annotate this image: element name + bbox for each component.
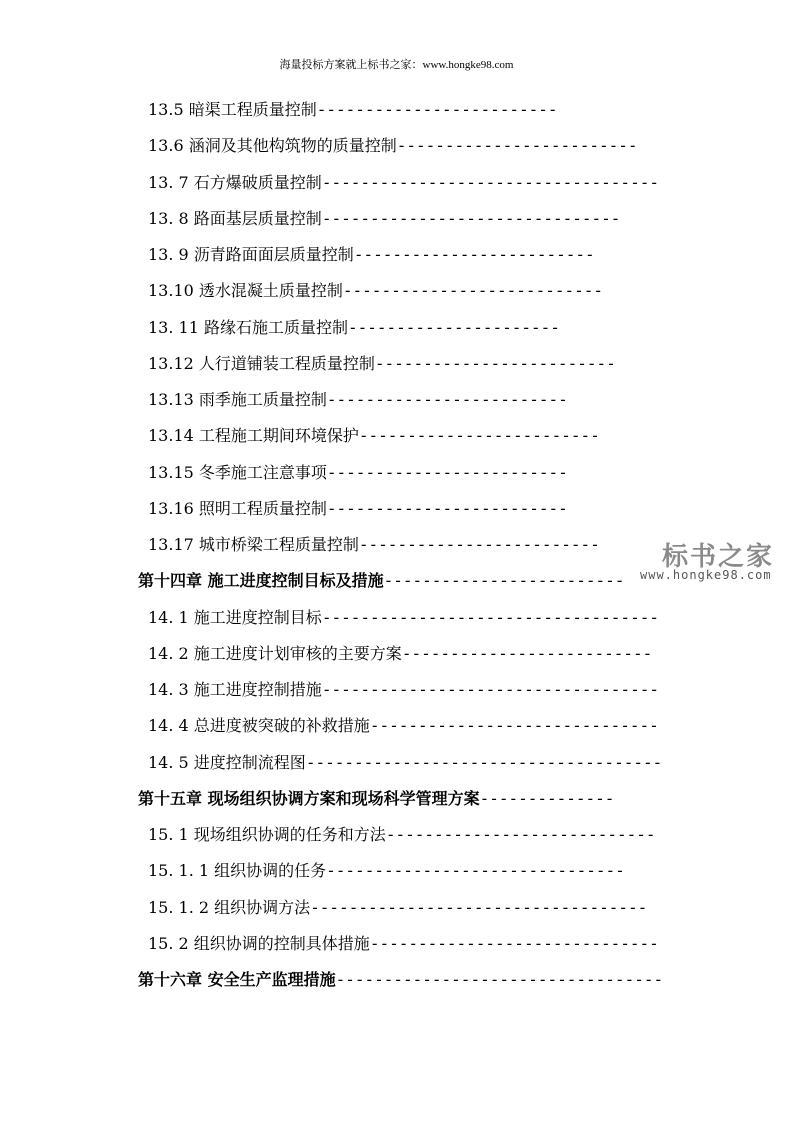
toc-entry-title: 13.5 暗渠工程质量控制 xyxy=(148,100,317,119)
toc-leader-dashes: --------------------------- xyxy=(342,281,603,301)
toc-entry-title: 13.6 涵洞及其他构筑物的质量控制 xyxy=(148,136,397,156)
page-header: 海量投标方案就上标书之家：www.hongke98.com xyxy=(279,59,514,71)
toc-leader-dashes: -------------- xyxy=(479,788,615,808)
toc-entry-title: 15. 1. 2 组织协调方法 xyxy=(148,897,311,917)
toc-entry xyxy=(148,825,656,845)
toc-entry-title: 15. 1. 1 组织协调的任务 xyxy=(148,861,327,881)
toc-entry xyxy=(148,753,662,773)
toc-leader-dashes: ------------------------------ xyxy=(369,716,659,736)
toc-chapter-entry xyxy=(138,789,614,809)
toc-entry-title: 14. 2 施工进度计划审核的主要方案 xyxy=(148,643,402,663)
toc-entry xyxy=(148,644,652,664)
toc-entry xyxy=(148,426,600,446)
toc-entry-title: 13. 9 沥青路面面层质量控制 xyxy=(148,245,354,264)
toc-entry xyxy=(148,390,568,410)
toc-leader-dashes: ------------------------- xyxy=(353,245,595,264)
toc-entry xyxy=(148,716,659,736)
toc-leader-dashes: ------------------------------- xyxy=(326,861,625,881)
toc-entry-title: 13.12 人行道铺装工程质量控制 xyxy=(148,353,375,373)
toc-entry xyxy=(148,898,647,918)
toc-leader-dashes: ------------------------------------- xyxy=(305,752,663,772)
toc-leader-dashes: ------------------------------ xyxy=(369,933,659,953)
toc-entry xyxy=(148,861,625,881)
toc-entry-title: 14. 5 进度控制流程图 xyxy=(148,752,306,772)
toc-entry-title: 第十四章 施工进度控制目标及措施 xyxy=(138,571,384,591)
toc-leader-dashes: ----------------------------------- xyxy=(321,680,659,699)
toc-entry-title: 13.10 透水混凝土质量控制 xyxy=(148,281,343,301)
toc-leader-dashes: ----------------------------------- xyxy=(321,172,659,192)
toc-leader-dashes: ------------------------- xyxy=(374,353,616,373)
toc-entry xyxy=(148,318,560,338)
toc-entry-title: 13.13 雨季施工质量控制 xyxy=(148,390,327,409)
toc-entry-title: 15. 2 组织协调的控制具体措施 xyxy=(148,933,370,953)
toc-leader-dashes: -------------------------- xyxy=(401,643,653,663)
toc-entry xyxy=(148,608,659,628)
watermark-title: 标书之家 xyxy=(662,542,775,572)
toc-entry-title: 14. 3 施工进度控制措施 xyxy=(148,680,322,699)
toc-chapter-entry xyxy=(138,571,624,591)
toc-entry xyxy=(148,535,600,555)
toc-entry xyxy=(148,209,620,229)
toc-leader-dashes: ---------------------------- xyxy=(385,825,656,844)
toc-leader-dashes: ------------------------- xyxy=(358,535,600,554)
toc-entry xyxy=(148,354,616,374)
toc-leader-dashes: ------------------------- xyxy=(396,136,638,156)
toc-leader-dashes: ---------------------- xyxy=(347,317,560,337)
toc-leader-dashes: ------------------------- xyxy=(358,426,600,446)
toc-leader-dashes: ------------------------- xyxy=(316,100,558,119)
toc-entry-title: 第十五章 现场组织协调方案和现场科学管理方案 xyxy=(138,788,480,808)
toc-entry-title: 第十六章 安全生产监理措施 xyxy=(138,970,336,989)
toc-entry-title: 13.15 冬季施工注意事项 xyxy=(148,462,327,482)
toc-entry xyxy=(148,463,568,483)
toc-entry xyxy=(148,100,558,120)
toc-entry xyxy=(148,136,638,156)
toc-leader-dashes: ------------------------- xyxy=(326,462,568,482)
toc-entry-title: 14. 1 施工进度控制目标 xyxy=(148,607,322,627)
toc-entry-title: 13. 8 路面基层质量控制 xyxy=(148,208,322,228)
toc-leader-dashes: ---------------------------------- xyxy=(335,970,664,989)
toc-entry xyxy=(148,680,659,700)
toc-leader-dashes: ------------------------- xyxy=(383,571,625,591)
toc-entry-title: 13.16 照明工程质量控制 xyxy=(148,498,327,518)
toc-entry-title: 13.14 工程施工期间环境保护 xyxy=(148,426,359,446)
toc-leader-dashes: ------------------------- xyxy=(326,390,568,409)
toc-leader-dashes: ------------------------------- xyxy=(321,208,621,228)
toc-leader-dashes: ----------------------------------- xyxy=(310,897,648,917)
toc-entry-title: 13. 7 石方爆破质量控制 xyxy=(148,172,322,192)
watermark-logo xyxy=(640,536,793,586)
toc-entry-title: 14. 4 总进度被突破的补救措施 xyxy=(148,716,370,736)
toc-entry xyxy=(148,281,603,301)
watermark-url: www.hongke98.com xyxy=(640,568,772,582)
toc-entry xyxy=(148,173,659,193)
toc-entry-title: 15. 1 现场组织协调的任务和方法 xyxy=(148,825,386,844)
toc-entry xyxy=(148,245,595,265)
toc-leader-dashes: ------------------------- xyxy=(326,498,568,518)
toc-leader-dashes: ----------------------------------- xyxy=(321,607,659,627)
toc-entry xyxy=(148,499,568,519)
toc-entry-title: 13. 11 路缘石施工质量控制 xyxy=(148,317,348,337)
toc-entry-title: 13.17 城市桥梁工程质量控制 xyxy=(148,535,359,554)
toc-entry xyxy=(148,934,659,954)
toc-chapter-entry xyxy=(138,970,663,990)
